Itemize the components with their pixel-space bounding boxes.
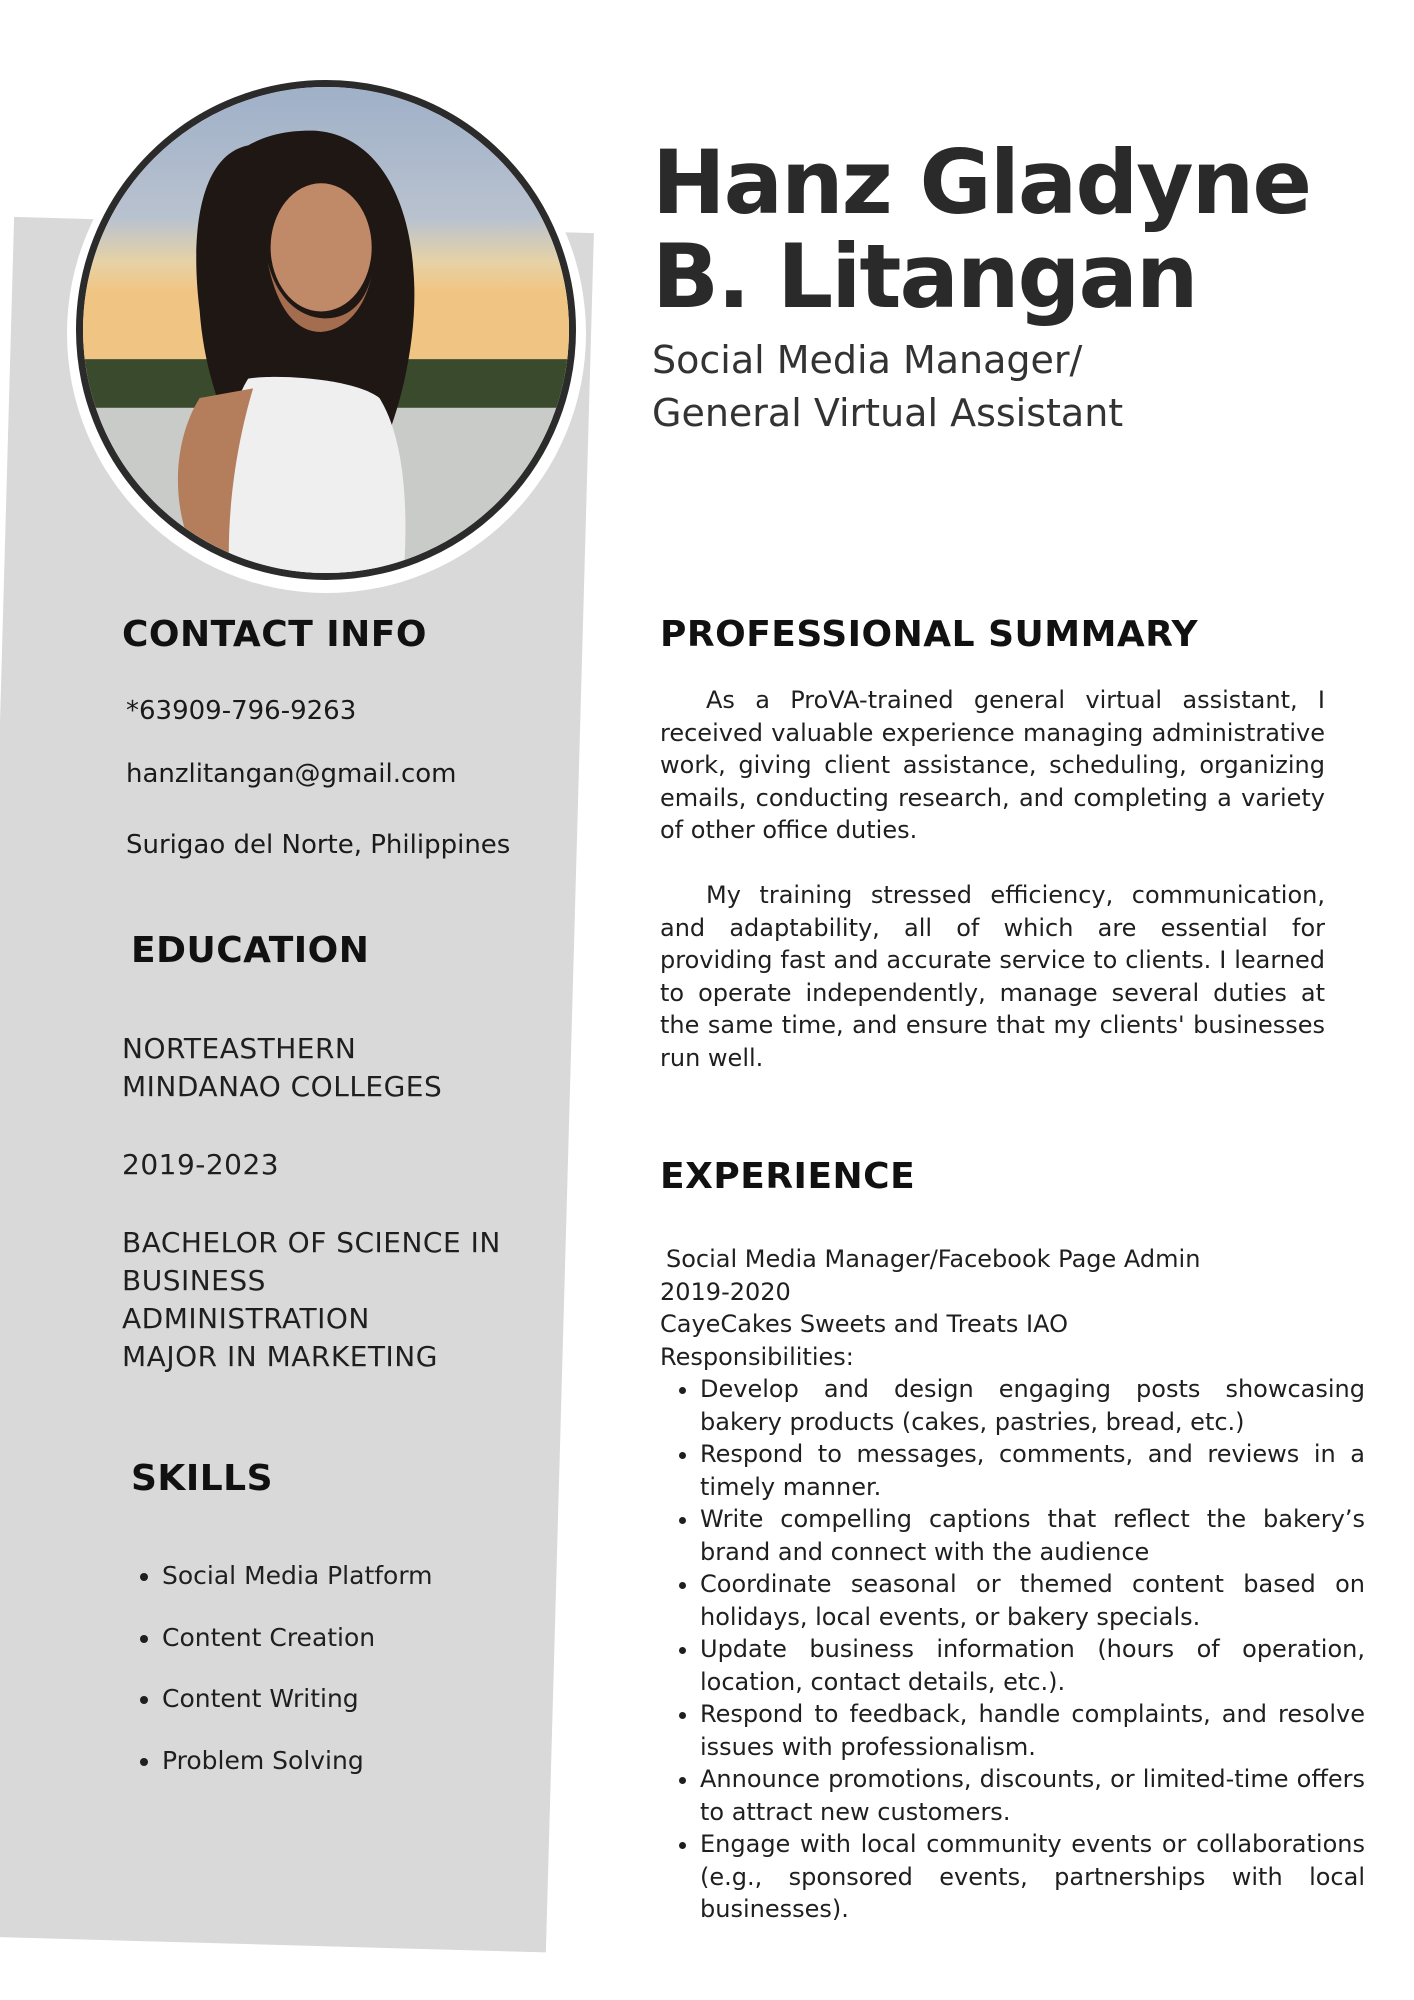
experience-company: CayeCakes Sweets and Treats IAO <box>660 1310 1069 1338</box>
degree-line-4: MAJOR IN MARKETING <box>122 1340 438 1373</box>
profile-photo <box>76 80 576 580</box>
candidate-name <box>652 131 1372 328</box>
school-line-2: MINDANAO COLLEGES <box>122 1070 443 1103</box>
summary-paragraph-1: As a ProVA-trained general virtual assistant, I received valuable experience managing administrative work, giving client assistance, scheduling, organizing emails, conducting research, and completing a variety of other office duties. <box>660 686 1325 844</box>
experience-meta <box>660 1243 1340 1373</box>
job-title-line-2: General Virtual Assistant <box>652 391 1124 435</box>
education-heading: EDUCATION <box>131 930 370 971</box>
contact-phone: *63909-796-9263 <box>126 696 357 726</box>
responsibilities-list <box>660 1373 1365 1926</box>
education-years <box>122 1146 279 1184</box>
degree-line-2: BUSINESS <box>122 1264 266 1297</box>
experience-heading: EXPERIENCE <box>660 1156 916 1197</box>
summary-heading: PROFESSIONAL SUMMARY <box>660 614 1199 655</box>
responsibility-item: • Respond to feedback, handle complaints, and resolve issues with professionalism. <box>700 1698 1365 1763</box>
degree-line-1: BACHELOR OF SCIENCE IN <box>122 1226 501 1259</box>
responsibility-item: • Engage with local community events or collaborations (e.g., sponsored events, partnerships with local businesses). <box>700 1828 1365 1926</box>
skill-item: • Social Media Platform <box>162 1562 433 1624</box>
name-line-2: B. Litangan <box>652 225 1197 328</box>
degree-line-3: ADMINISTRATION <box>122 1302 370 1335</box>
job-title <box>652 334 1352 440</box>
experience-years: 2019-2020 <box>660 1277 791 1306</box>
skill-item: • Content Creation <box>162 1624 433 1686</box>
contact-email: hanzlitangan@gmail.com <box>126 759 457 789</box>
responsibility-item: • Develop and design engaging posts showcasing bakery products (cakes, pastries, bread, etc.) <box>700 1373 1365 1438</box>
education-degree <box>122 1224 501 1376</box>
responsibility-item: • Announce promotions, discounts, or limited-time offers to attract new customers. <box>700 1763 1365 1828</box>
responsibility-item: • Respond to messages, comments, and reviews in a timely manner. <box>700 1438 1365 1503</box>
skill-item: • Problem Solving <box>162 1747 433 1809</box>
summary-paragraph-2: My training stressed efficiency, communication, and adaptability, all of which are essential for providing fast and accurate service to clients. I learned to operate independently, manage several duties at the same time, and ensure that my clients' businesses run well. <box>660 881 1325 1072</box>
responsibility-item: • Coordinate seasonal or themed content based on holidays, local events, or bakery specials. <box>700 1568 1365 1633</box>
education-school <box>122 1030 442 1106</box>
name-line-1: Hanz Gladyne <box>652 131 1310 234</box>
education-years-text: 2019-2023 <box>122 1148 280 1181</box>
school-line-1: NORTEASTHERN <box>122 1032 357 1065</box>
responsibility-item: • Write compelling captions that reflect the bakery’s brand and connect with the audience <box>700 1503 1365 1568</box>
skills-list <box>126 1562 433 1808</box>
contact-location: Surigao del Norte, Philippines <box>126 830 511 860</box>
responsibility-item: • Update business information (hours of operation, location, contact details, etc.). <box>700 1633 1365 1698</box>
experience-role: Social Media Manager/Facebook Page Admin <box>666 1245 1201 1273</box>
job-title-line-1: Social Media Manager/ <box>652 338 1083 382</box>
skills-heading: SKILLS <box>131 1458 274 1499</box>
contact-heading: CONTACT INFO <box>122 614 428 655</box>
responsibilities-label: Responsibilities: <box>660 1342 854 1371</box>
skill-item: • Content Writing <box>162 1685 433 1747</box>
